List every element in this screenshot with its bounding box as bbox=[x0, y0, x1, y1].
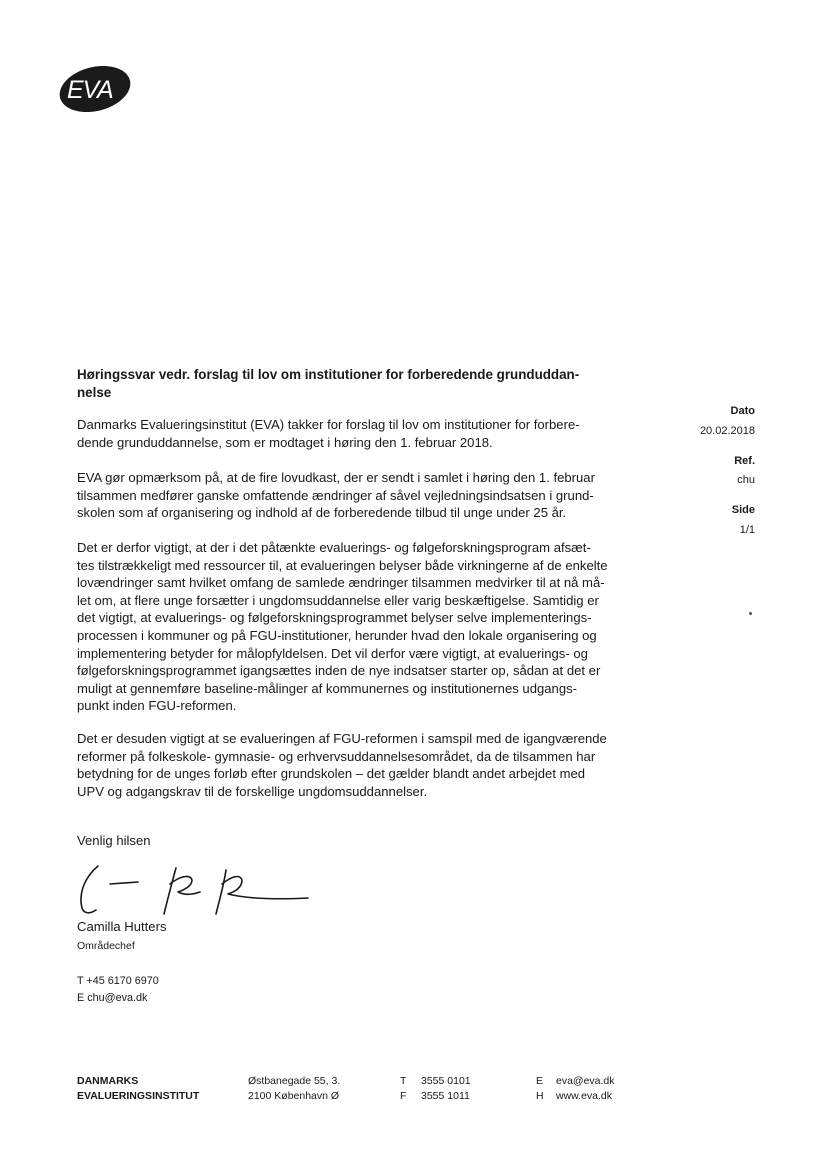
footer-org-line2: EVALUERINGSINSTITUT bbox=[77, 1090, 200, 1102]
footer-address-line1: Østbanegade 55, 3. bbox=[248, 1075, 341, 1087]
body-paragraph: Det er desuden vigtigt at se evalueringen af FGU-reformen i samspil med de igangværende reformer på folkeskole- gymnasie- og erhvervsuddannelsesområdet, da de tilsammen har betydning for de unges forløb efter grundskolen – det gælder blandt andet arbejdet med UPV og adgangskrav til de forskellige ungdomsuddannelser. bbox=[77, 731, 607, 799]
footer-web bbox=[556, 1074, 615, 1104]
footer-phone-prefixes bbox=[400, 1074, 406, 1104]
footer-email-link[interactable]: eva@eva.dk bbox=[556, 1075, 615, 1087]
svg-text:EVA: EVA bbox=[67, 76, 113, 104]
footer-phone-prefix: T bbox=[400, 1075, 407, 1087]
footer-email-prefix: E bbox=[536, 1075, 544, 1087]
body-paragraph: Danmarks Evalueringsinstitut (EVA) takker for forslag til lov om institutioner for forbere- dende grunduddannelse, som er modtaget i høring den 1. februar 2018. bbox=[77, 417, 580, 450]
footer-web-prefix: H bbox=[536, 1090, 544, 1102]
footer-website-link[interactable]: www.eva.dk bbox=[556, 1090, 613, 1102]
eva-logo bbox=[58, 66, 132, 112]
footer-address bbox=[248, 1074, 340, 1104]
date-value: 20.02.2018 bbox=[699, 425, 755, 437]
closing: Venlig hilsen bbox=[77, 833, 151, 848]
ref-value: chu bbox=[737, 474, 755, 486]
page-value: 1/1 bbox=[739, 524, 755, 536]
footer-web-prefixes bbox=[536, 1074, 544, 1104]
signer-name: Camilla Hutters bbox=[77, 919, 167, 934]
footer-fax-prefix: F bbox=[400, 1090, 407, 1102]
handwritten-signature bbox=[68, 858, 313, 918]
body-paragraph: Det er derfor vigtigt, at der i det påtænkte evaluerings- og følgeforskningsprogram afsæt- tes tilstrækkeligt med ressourcer til, at evalueringen belyser både virkningerne af de enkelte lovændringer samt hvilket omfang de samlede ændringer tilsammen medvirker til at nå må- let om, at flere unge forsætter i ungdomsuddannelse eller varig beskæftigelse. Samtidig er det vigtigt, at evaluerings- og følgeforskningsprogrammet belyser selve implementerings- processen i kommuner og på FGU-institutioner, herunder hvad den lokale organisering og implementering betyder for målopfyldelsen. Det vil derfor være vigtigt, at evaluerings- og følgeforskningsprogrammet igangsættes inden de nye indsatser starter op, sådan at det er muligt at gennemføre baseline-målinger af kommunernes og institutionernes udgangs- punkt inden FGU-reformen. bbox=[77, 540, 608, 714]
ref-label: Ref. bbox=[734, 455, 755, 467]
footer-phone: 3555 0101 bbox=[421, 1075, 471, 1087]
footer-fax: 3555 1011 bbox=[421, 1090, 470, 1102]
page-label: Side bbox=[731, 504, 755, 516]
footer-address-line2: 2100 København Ø bbox=[248, 1090, 340, 1102]
scan-mark bbox=[749, 612, 752, 615]
date-label: Dato bbox=[730, 405, 755, 417]
footer-phones bbox=[421, 1074, 471, 1104]
footer-org-line1: DANMARKS bbox=[77, 1075, 139, 1087]
signer-phone: T +45 6170 6970 bbox=[77, 975, 159, 987]
letter-heading: Høringssvar vedr. forslag til lov om institutioner for forberedende grunduddan- nelse bbox=[77, 367, 580, 400]
signer-email: E chu@eva.dk bbox=[77, 992, 148, 1004]
footer-org bbox=[77, 1074, 199, 1104]
signer-title: Områdechef bbox=[77, 940, 135, 952]
body-paragraph: EVA gør opmærksom på, at de fire lovudkast, der er sendt i samlet i høring den 1. februar tilsammen medfører ganske omfattende ændringer af såvel vejledningsindsatsen i grund- skolen som af organisering og indhold af de forberedende tilbud til unge under 25 år. bbox=[77, 470, 595, 521]
